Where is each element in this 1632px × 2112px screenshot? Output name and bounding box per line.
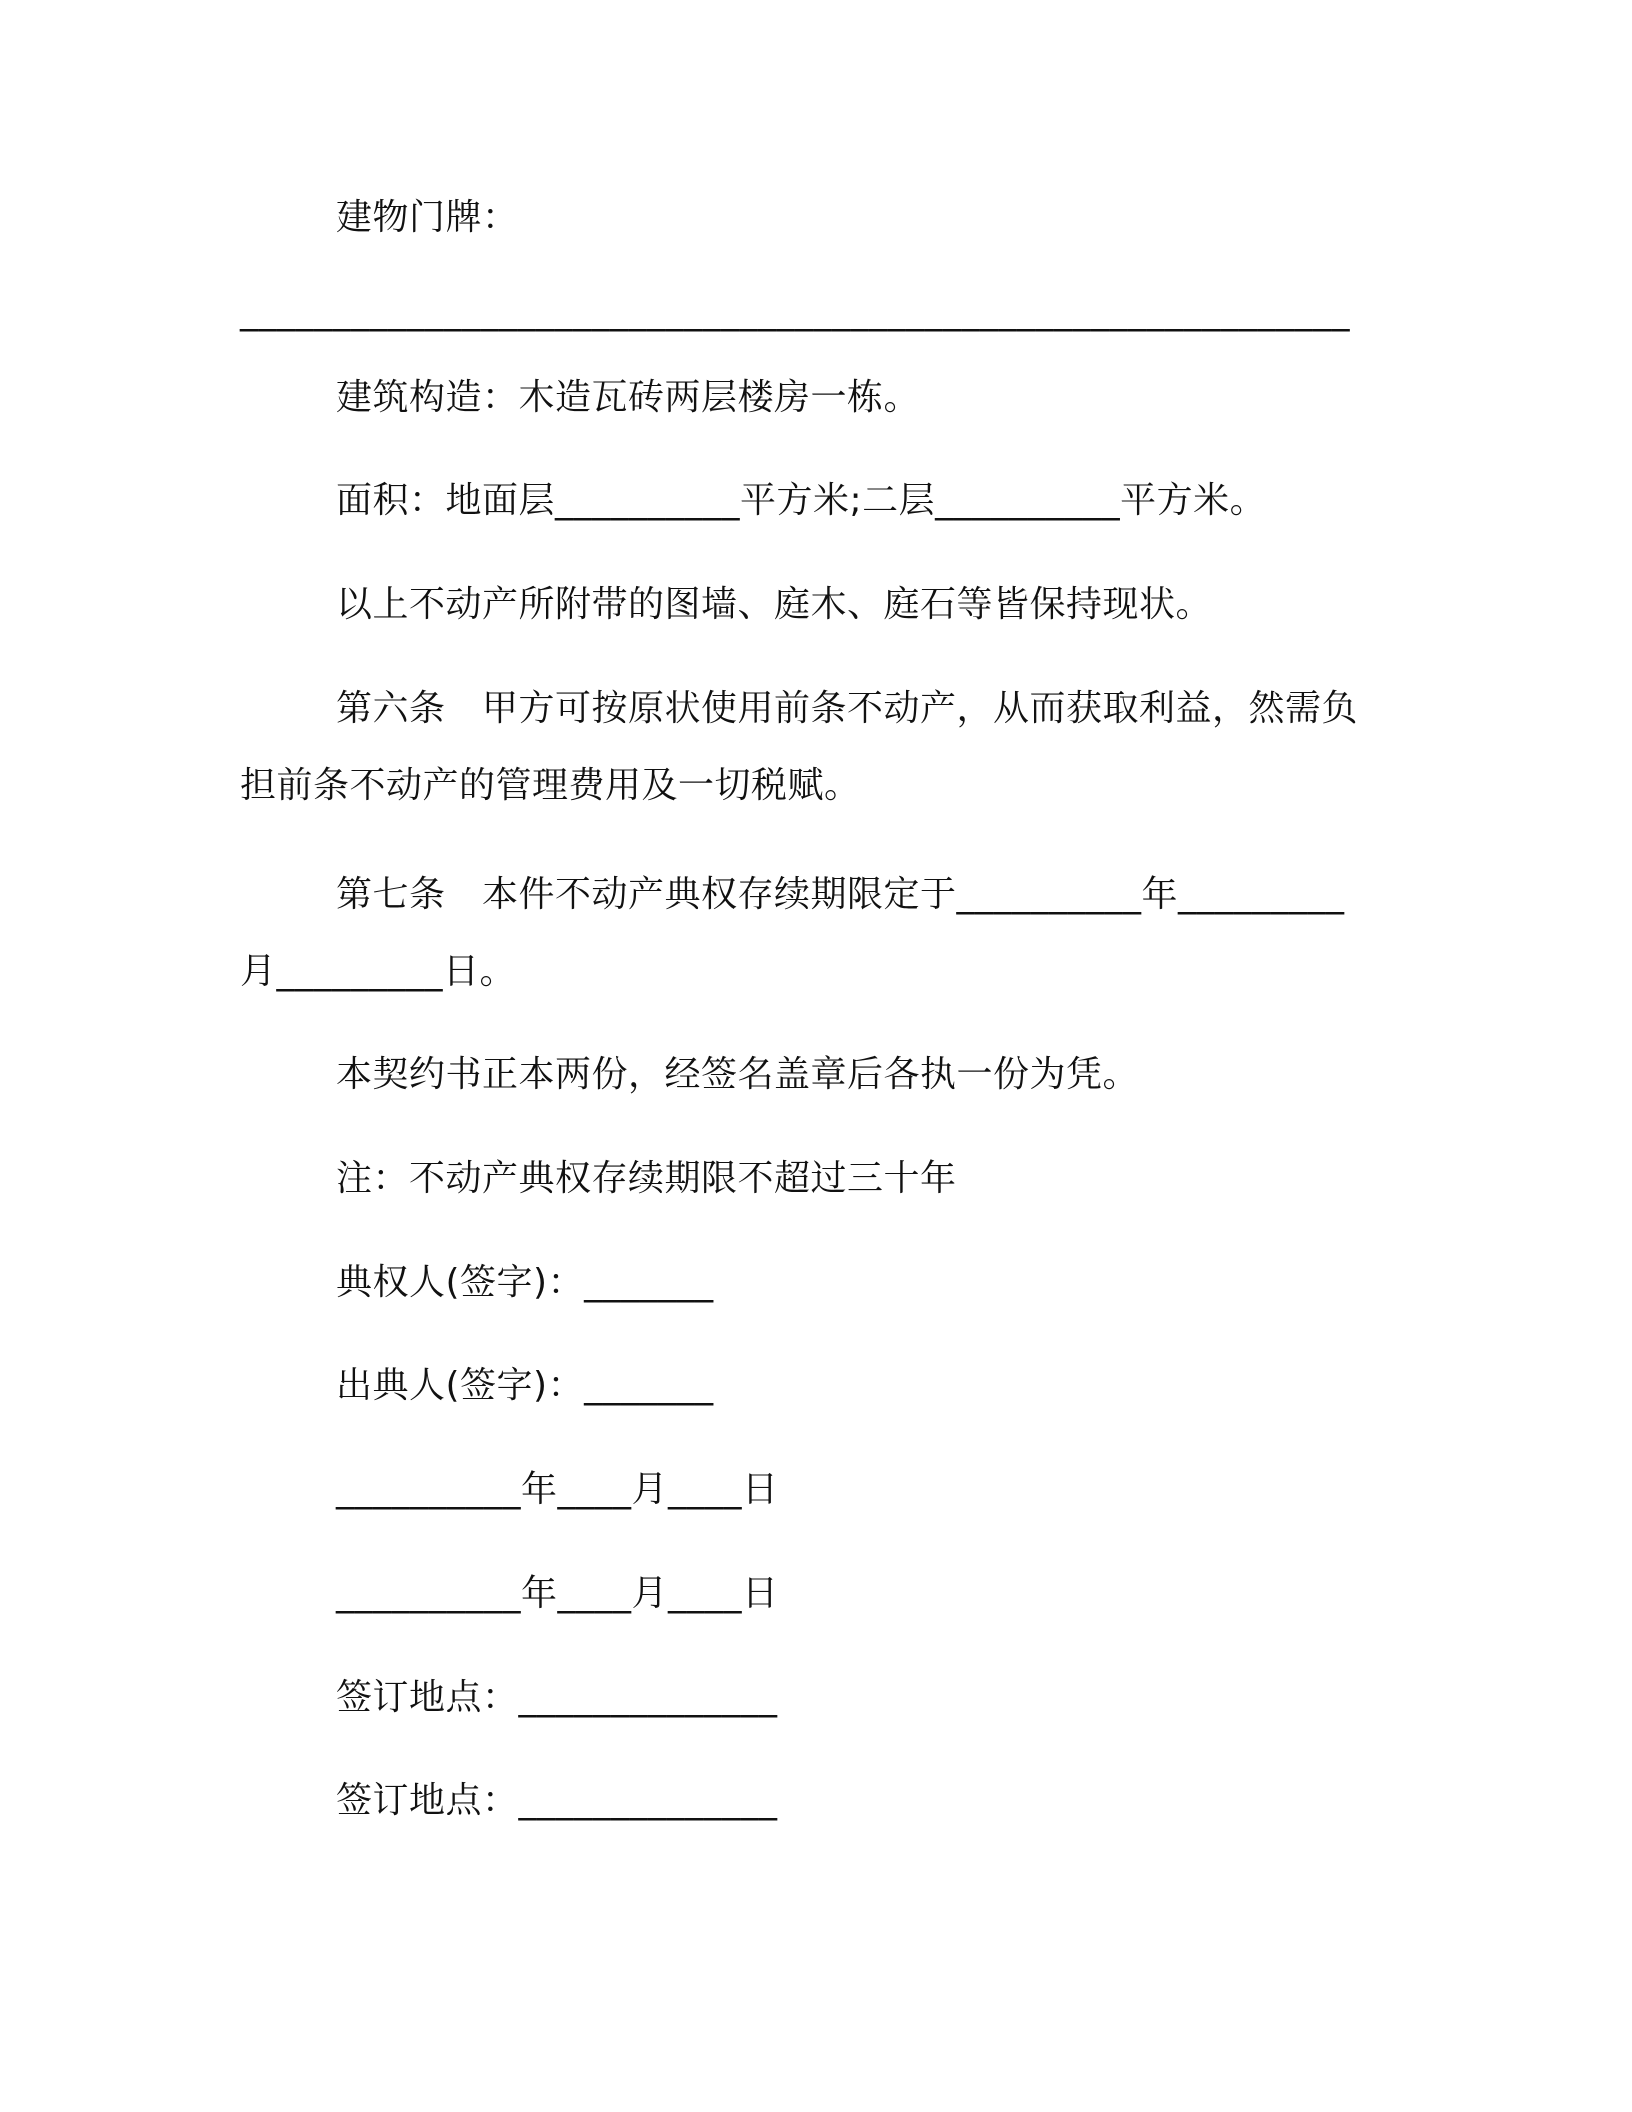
article-7-line-2: 月_________日。: [240, 951, 517, 992]
signing-date-2: __________年____月____日: [336, 1573, 779, 1614]
signing-place-2: 签订地点：______________: [336, 1780, 778, 1821]
building-structure: 建筑构造：木造瓦砖两层楼房一栋。: [336, 377, 921, 418]
mortgagee-signature: 典权人(签字)：_______: [336, 1262, 714, 1303]
property-status-note: 以上不动产所附带的图墙、庭木、庭石等皆保持现状。: [336, 584, 1213, 625]
signing-date-1: __________年____月____日: [336, 1469, 779, 1510]
signing-place-1: 签订地点：______________: [336, 1677, 778, 1718]
contract-copies-clause: 本契约书正本两份，经签名盖章后各执一份为凭。: [336, 1054, 1140, 1095]
term-limit-note: 注：不动产典权存续期限不超过三十年: [336, 1158, 957, 1199]
building-number-blank: ____________________________________________________________: [240, 291, 1350, 332]
mortgagor-signature: 出典人(签字)：_______: [336, 1365, 714, 1406]
article-6-line-1: 第六条 甲方可按原状使用前条不动产，从而获取利益，然需负: [336, 688, 1359, 729]
building-number-label: 建物门牌：: [336, 197, 519, 238]
article-6-line-2: 担前条不动产的管理费用及一切税赋。: [240, 765, 861, 806]
floor-area: 面积：地面层__________平方米;二层__________平方米。: [336, 480, 1267, 521]
article-7-line-1: 第七条 本件不动产典权存续期限定于__________年_________: [336, 874, 1345, 915]
